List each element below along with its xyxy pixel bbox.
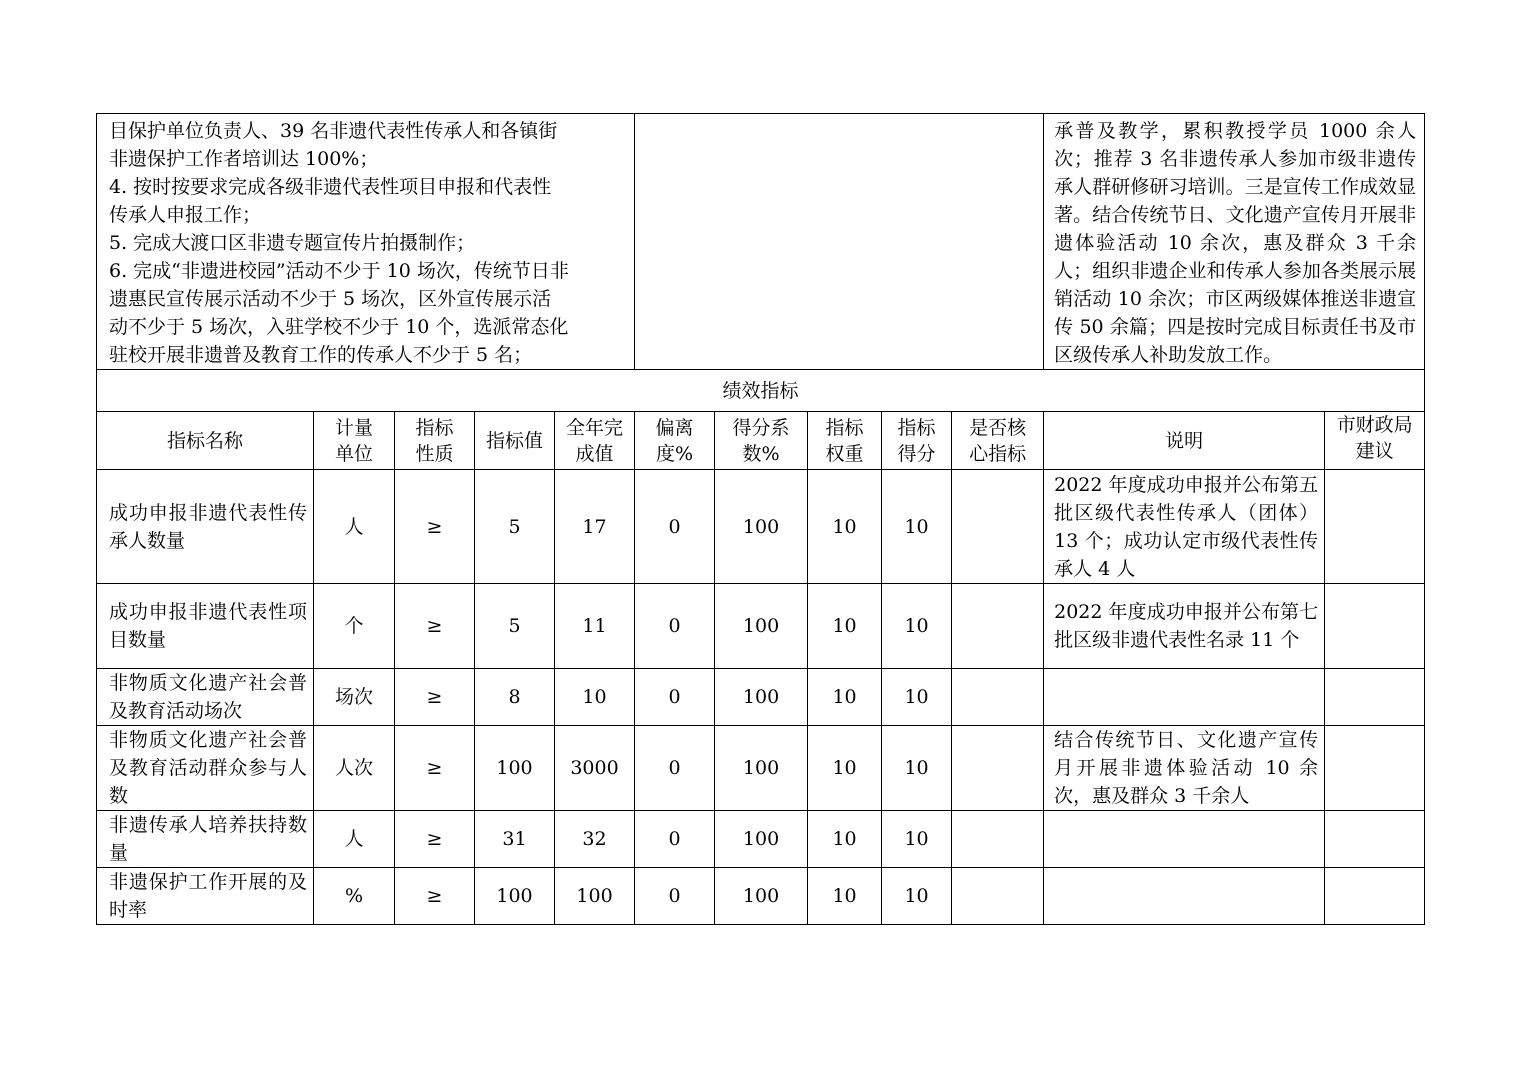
deviation-cell: 0: [635, 868, 715, 925]
core-cell: [952, 726, 1044, 811]
core-cell: [952, 868, 1044, 925]
nature-cell: ≥: [395, 868, 475, 925]
table-row: [97, 470, 1425, 584]
score-cell: 10: [882, 584, 952, 669]
value-cell: 8: [475, 669, 555, 726]
target-text-cell: [97, 114, 635, 370]
target-line: 驻校开展非遗普及教育工作的传承人不少于 5 名；: [109, 344, 533, 366]
desc-cell: [1044, 868, 1325, 925]
deviation-cell: 0: [635, 669, 715, 726]
table-row: [97, 811, 1425, 868]
weight-cell: 10: [808, 470, 882, 584]
header-row: [97, 412, 1425, 470]
header-core: 是否核心指标: [952, 412, 1044, 470]
weight-cell: 10: [808, 726, 882, 811]
weight-cell: 10: [808, 868, 882, 925]
nature-cell: ≥: [395, 726, 475, 811]
coef-cell: 100: [715, 584, 808, 669]
desc-cell: 2022 年度成功申报并公布第七批区级非遗代表性名录 11 个: [1044, 584, 1325, 669]
header-unit: 计量单位: [314, 412, 395, 470]
header-annual: 全年完成值: [555, 412, 635, 470]
advice-cell: [1325, 726, 1425, 811]
table-row: [97, 669, 1425, 726]
advice-cell: [1325, 811, 1425, 868]
core-cell: [952, 470, 1044, 584]
advice-cell: [1325, 470, 1425, 584]
annual-cell: 10: [555, 669, 635, 726]
nature-cell: ≥: [395, 470, 475, 584]
coef-cell: 100: [715, 726, 808, 811]
indicator-name: 成功申报非遗代表性项目数量: [97, 584, 314, 669]
section-title: 绩效指标: [97, 370, 1425, 412]
header-advice: 市财政局建议: [1325, 412, 1425, 470]
completion-text-cell: [1044, 114, 1425, 370]
desc-cell: 结合传统节日、文化遗产宣传月开展非遗体验活动 10 余次，惠及群众 3 千余人: [1044, 726, 1325, 811]
coef-cell: 100: [715, 470, 808, 584]
weight-cell: 10: [808, 584, 882, 669]
annual-cell: 11: [555, 584, 635, 669]
score-cell: 10: [882, 669, 952, 726]
unit-cell: 人: [314, 811, 395, 868]
desc-cell: [1044, 669, 1325, 726]
deviation-cell: 0: [635, 726, 715, 811]
coef-cell: 100: [715, 669, 808, 726]
table-row: [97, 584, 1425, 669]
performance-table: [96, 113, 1425, 925]
target-line: 非遗保护工作者培训达 100%；: [109, 148, 379, 170]
advice-cell: [1325, 669, 1425, 726]
unit-cell: 人: [314, 470, 395, 584]
annual-cell: 32: [555, 811, 635, 868]
unit-cell: 个: [314, 584, 395, 669]
header-desc: 说明: [1044, 412, 1325, 470]
performance-document: [96, 113, 1424, 925]
deviation-cell: 0: [635, 811, 715, 868]
indicator-name: 非遗保护工作开展的及时率: [97, 868, 314, 925]
score-cell: 10: [882, 470, 952, 584]
annual-cell: 3000: [555, 726, 635, 811]
target-line: 动不少于 5 场次，入驻学校不少于 10 个，选派常态化: [109, 316, 569, 338]
target-line: 传承人申报工作；: [109, 204, 262, 226]
coef-cell: 100: [715, 811, 808, 868]
table-row: [97, 726, 1425, 811]
desc-cell: [1044, 811, 1325, 868]
empty-middle-cell: [635, 114, 1044, 370]
section-title-row: [97, 370, 1425, 412]
score-cell: 10: [882, 811, 952, 868]
weight-cell: 10: [808, 811, 882, 868]
nature-cell: ≥: [395, 811, 475, 868]
header-name: 指标名称: [97, 412, 314, 470]
header-score: 指标得分: [882, 412, 952, 470]
indicator-name: 非物质文化遗产社会普及教育活动场次: [97, 669, 314, 726]
unit-cell: 人次: [314, 726, 395, 811]
header-nature: 指标性质: [395, 412, 475, 470]
target-line: 6. 完成“非遗进校园”活动不少于 10 场次，传统节日非: [109, 260, 569, 282]
nature-cell: ≥: [395, 584, 475, 669]
value-cell: 100: [475, 868, 555, 925]
value-cell: 5: [475, 470, 555, 584]
core-cell: [952, 584, 1044, 669]
target-line: 遗惠民宣传展示活动不少于 5 场次，区外宣传展示活: [109, 288, 552, 310]
score-cell: 10: [882, 726, 952, 811]
indicator-name: 非遗传承人培养扶持数量: [97, 811, 314, 868]
deviation-cell: 0: [635, 584, 715, 669]
indicator-name: 成功申报非遗代表性传承人数量: [97, 470, 314, 584]
indicator-name: 非物质文化遗产社会普及教育活动群众参与人数: [97, 726, 314, 811]
annual-cell: 100: [555, 868, 635, 925]
value-cell: 31: [475, 811, 555, 868]
value-cell: 100: [475, 726, 555, 811]
core-cell: [952, 811, 1044, 868]
annual-cell: 17: [555, 470, 635, 584]
target-lines: [97, 114, 634, 369]
nature-cell: ≥: [395, 669, 475, 726]
core-cell: [952, 669, 1044, 726]
weight-cell: 10: [808, 669, 882, 726]
score-cell: 10: [882, 868, 952, 925]
targets-row: [97, 114, 1425, 370]
unit-cell: %: [314, 868, 395, 925]
advice-cell: [1325, 868, 1425, 925]
advice-cell: [1325, 584, 1425, 669]
header-weight: 指标权重: [808, 412, 882, 470]
target-line: 5. 完成大渡口区非遗专题宣传片拍摄制作；: [109, 232, 476, 254]
desc-cell: 2022 年度成功申报并公布第五批区级代表性传承人（团体）13 个；成功认定市级代表性传承人 4 人: [1044, 470, 1325, 584]
coef-cell: 100: [715, 868, 808, 925]
target-line: 目保护单位负责人、39 名非遗代表性传承人和各镇街: [109, 120, 558, 142]
header-coef: 得分系数%: [715, 412, 808, 470]
value-cell: 5: [475, 584, 555, 669]
table-row: [97, 868, 1425, 925]
completion-text: 承普及教学，累积教授学员 1000 余人次；推荐 3 名非遗传承人参加市级非遗传承人群研修研习培训。三是宣传工作成效显著。结合传统节日、文化遗产宣传月开展非遗体验活动 10 余次，惠及群众 3 千余人；组织非遗企业和传承人参加各类展示展销活动 10 余次；市区两级媒体推送非遗宣传 50 余篇；四是按时完成目标责任书及市区级传承人补助发放工作。: [1054, 120, 1417, 366]
unit-cell: 场次: [314, 669, 395, 726]
deviation-cell: 0: [635, 470, 715, 584]
target-line: 4. 按时按要求完成各级非遗代表性项目申报和代表性: [109, 176, 552, 198]
header-deviation: 偏离度%: [635, 412, 715, 470]
header-value: 指标值: [475, 412, 555, 470]
